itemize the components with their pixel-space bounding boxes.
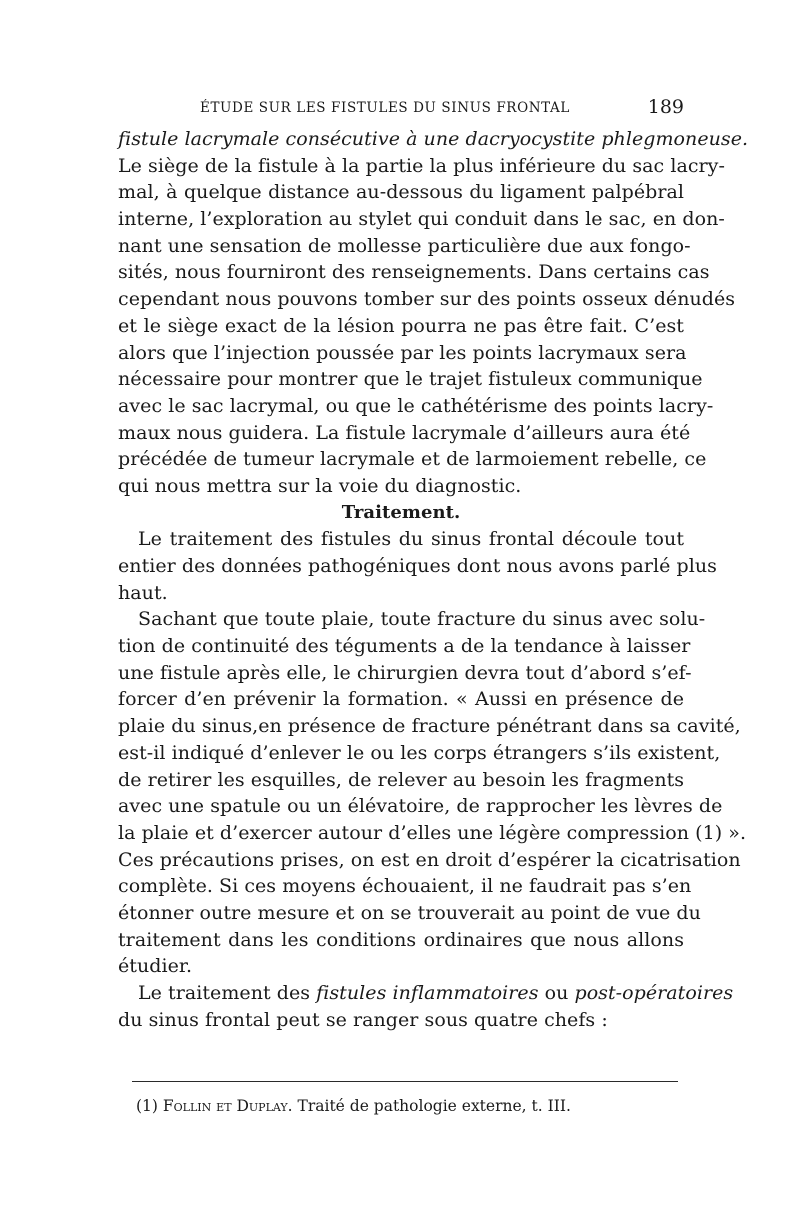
- footnote: [136, 1097, 676, 1115]
- text-line: traitement dans les conditions ordinaires que nous allons: [118, 928, 684, 951]
- text-line: fistule lacrymale consécutive à une dacryocystite phlegmoneuse.: [118, 128, 749, 150]
- text-line: est-il indiqué d’enlever le ou les corps étrangers s’ils existent,: [118, 741, 721, 764]
- text-line: qui nous mettra sur la voie du diagnostic.: [118, 474, 522, 497]
- text-line: tion de continuité des téguments a de la tendance à laisser: [118, 635, 691, 658]
- footnote-text: . Traité de pathologie externe, t. III.: [287, 1097, 571, 1115]
- page-body: [118, 126, 749, 1033]
- footnote-authors: Follin et Duplay: [162, 1097, 288, 1115]
- text-line: avec le sac lacrymal, ou que le cathétérisme des points lacry-: [118, 394, 714, 417]
- text-line: complète. Si ces moyens échouaient, il ne faudrait pas s’en: [118, 875, 692, 898]
- text-line: [118, 980, 734, 1007]
- text-line: étonner outre mesure et on se trouverait au point de vue du: [118, 901, 701, 924]
- text-line: haut.: [118, 581, 168, 604]
- italic-term: fistules inflammatoires: [316, 982, 539, 1004]
- footnote-marker: (1): [136, 1097, 163, 1115]
- text-line: précédée de tumeur lacrymale et de larmoiement rebelle, ce: [118, 448, 707, 471]
- running-head: [118, 98, 684, 122]
- text-line: nant une sensation de mollesse particulière due aux fongo-: [118, 234, 691, 257]
- text-line: entier des données pathogéniques dont nous avons parlé plus: [118, 555, 717, 577]
- text-line: Sachant que toute plaie, toute fracture du sinus avec solu-: [138, 608, 706, 631]
- text-line: alors que l’injection poussée par les points lacrymaux sera: [118, 341, 687, 364]
- text-run: Le traitement des: [138, 982, 317, 1004]
- text-line: la plaie et d’exercer autour d’elles une légère compression (1) ».: [118, 821, 747, 844]
- text-line: cependant nous pouvons tomber sur des points osseux dénudés: [118, 288, 736, 311]
- page-number: 189: [647, 96, 684, 118]
- text-line: sités, nous fourniront des renseignements. Dans certains cas: [118, 261, 710, 284]
- running-title: ÉTUDE SUR LES FISTULES DU SINUS FRONTAL: [200, 100, 570, 116]
- text-line: Le traitement des fistules du sinus frontal découle tout: [138, 528, 684, 551]
- text-line: du sinus frontal peut se ranger sous quatre chefs :: [118, 1008, 608, 1031]
- text-line: étudier.: [118, 955, 193, 978]
- text-line: plaie du sinus,en présence de fracture pénétrant dans sa cavité,: [118, 715, 741, 738]
- italic-term: post-opératoires: [574, 982, 734, 1004]
- text-line: Le siège de la fistule à la partie la plus inférieure du sac lacry-: [118, 154, 725, 177]
- text-line: nécessaire pour montrer que le trajet fistuleux communique: [118, 368, 703, 391]
- text-run: ou: [538, 982, 575, 1004]
- footnote-rule: [132, 1081, 678, 1082]
- text-line: de retirer les esquilles, de relever au besoin les fragments: [118, 768, 685, 791]
- text-line: interne, l’exploration au stylet qui conduit dans le sac, en don-: [118, 208, 725, 231]
- text-line: Ces précautions prises, on est en droit d’espérer la cicatrisation: [118, 848, 741, 871]
- text-line: forcer d’en prévenir la formation. « Aussi en présence de: [118, 688, 684, 711]
- text-line: mal, à quelque distance au-dessous du ligament palpébral: [118, 181, 684, 204]
- text-line: maux nous guidera. La fistule lacrymale d’ailleurs aura été: [118, 421, 691, 444]
- text-line: avec une spatule ou un élévatoire, de rapprocher les lèvres de: [118, 795, 723, 818]
- text-line: et le siège exact de la lésion pourra ne pas être fait. C’est: [118, 314, 684, 337]
- text-line: une fistule après elle, le chirurgien devra tout d’abord s’ef-: [118, 661, 692, 684]
- section-heading: Traitement.: [341, 501, 461, 523]
